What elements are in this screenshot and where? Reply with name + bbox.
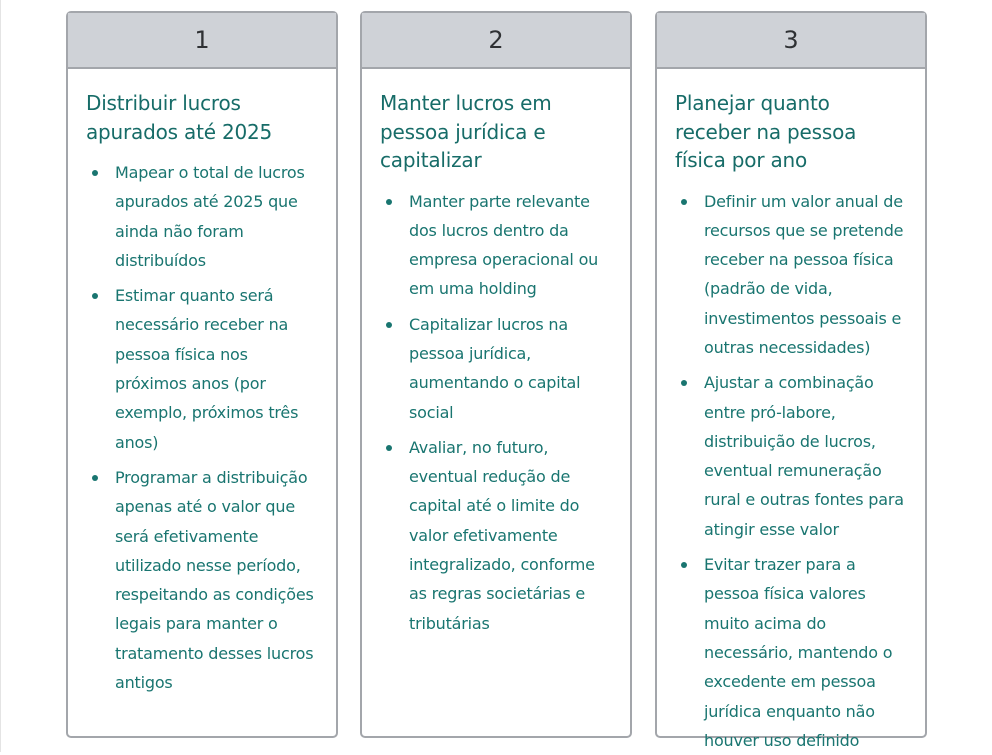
step-card-3 [655,11,927,738]
card-header [362,13,630,69]
step-number: 1 [194,26,209,54]
step-number: 3 [783,26,798,54]
list-item: Estimar quanto será necessário receber na pessoa física nos próximos anos (por exemplo, próximos três anos) [86,281,316,457]
list-item: Mapear o total de lucros apurados até 2025 que ainda não foram distribuídos [86,158,316,275]
card-title: Distribuir lucros apurados até 2025 [86,89,316,146]
list-item: Manter parte relevante dos lucros dentro da empresa operacional ou em uma holding [380,187,610,304]
step-card-2 [360,11,632,738]
card-title: Planejar quanto receber na pessoa física por ano [675,89,905,175]
list-item: Ajustar a combinação entre pró-labore, distribuição de lucros, eventual remuneração rural e outras fontes para atingir esse valor [675,368,905,544]
card-header [68,13,336,69]
list-item: Avaliar, no futuro, eventual redução de capital até o limite do valor efetivamente integralizado, conforme as regras societárias e tributárias [380,433,610,638]
list-item: Programar a distribuição apenas até o valor que será efetivamente utilizado nesse período, respeitando as condições legais para manter o tratamento desses lucros antigos [86,463,316,697]
list-item: Definir um valor anual de recursos que se pretende receber na pessoa física (padrão de vida, investimentos pessoais e outras necessidades) [675,187,905,363]
bullet-list [380,187,610,638]
page-edge [0,0,1,752]
card-body [657,69,925,755]
card-body [68,69,336,697]
step-number: 2 [488,26,503,54]
step-card-1 [66,11,338,738]
card-header [657,13,925,69]
bullet-list [86,158,316,697]
list-item: Evitar trazer para a pessoa física valores muito acima do necessário, mantendo o excedente em pessoa jurídica enquanto não houver uso definido [675,550,905,755]
list-item: Capitalizar lucros na pessoa jurídica, aumentando o capital social [380,310,610,427]
card-title: Manter lucros em pessoa jurídica e capitalizar [380,89,610,175]
card-body [362,69,630,638]
bullet-list [675,187,905,755]
